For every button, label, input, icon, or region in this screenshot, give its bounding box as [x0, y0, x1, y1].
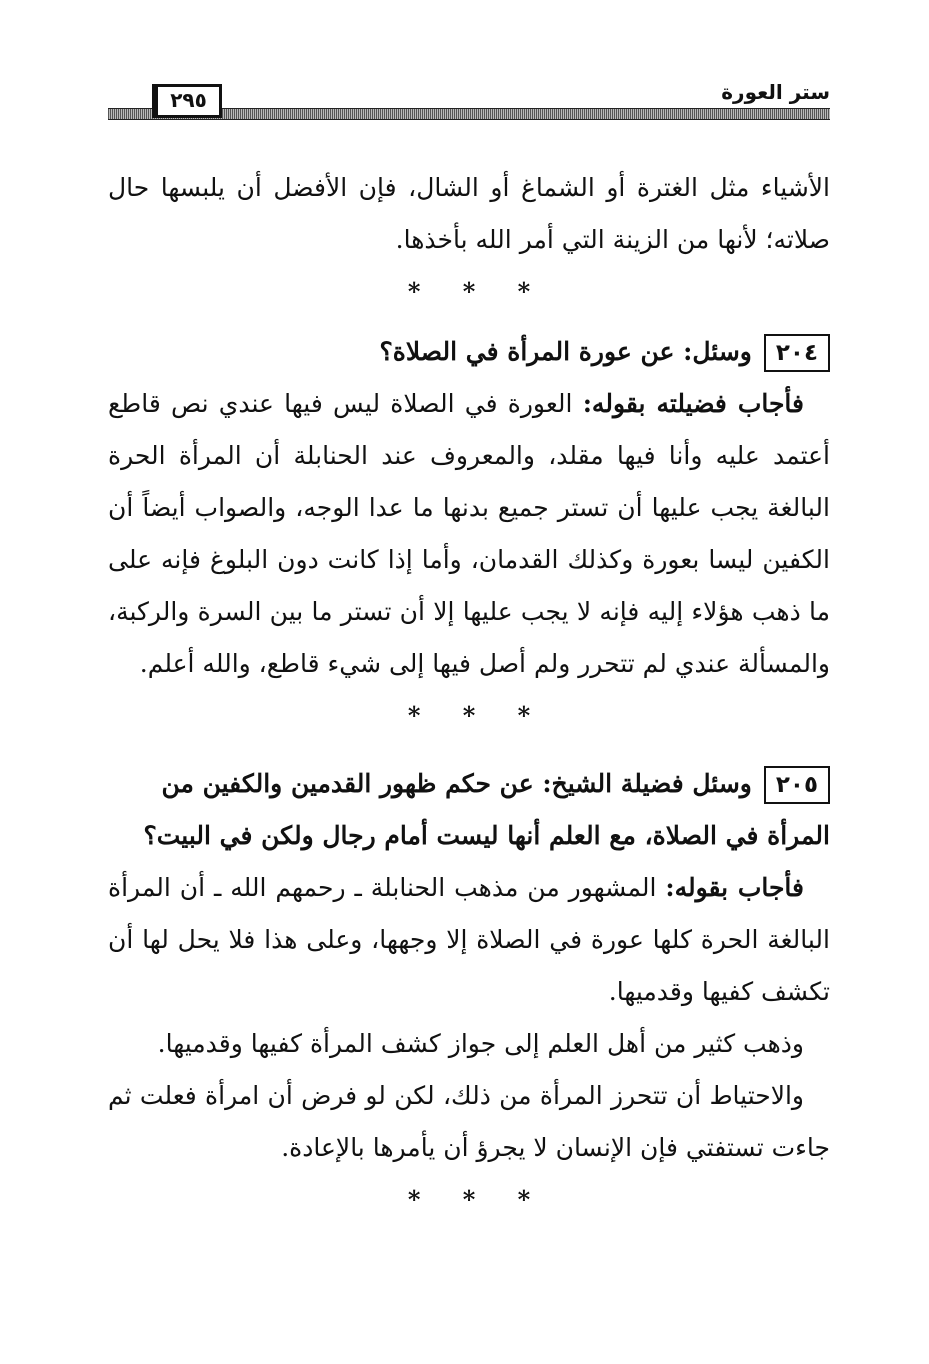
chapter-title: ستر العورة — [721, 80, 830, 104]
intro-paragraph: الأشياء مثل الغترة أو الشماغ أو الشال، فإن الأفضل أن يلبسها حال صلاته؛ لأنها من الزينة التي أمر الله بأخذها. — [108, 173, 830, 254]
question-204 — [108, 326, 830, 378]
answer-204-lead: فأجاب فضيلته بقوله: — [582, 389, 804, 418]
answer-205-text: المشهور من مذهب الحنابلة ـ رحمهم الله ـ أن المرأة البالغة الحرة كلها عورة في الصلاة إلا وجهها، وعلى هذا فلا يحل لها أن تكشف كفيها وقدميها. — [108, 873, 830, 1006]
answer-205-lead: فأجاب بقوله: — [665, 873, 804, 902]
question-number-204: ٢٠٤ — [764, 334, 830, 372]
question-204-text: وسئل: عن عورة المرأة في الصلاة؟ — [379, 337, 752, 366]
section-separator: * * * — [407, 1185, 531, 1214]
section-separator: * * * — [407, 701, 531, 730]
page-header — [108, 70, 830, 124]
question-205-text: وسئل فضيلة الشيخ: عن حكم ظهور القدمين والكفين من المرأة في الصلاة، مع العلم أنها ليست أمام رجال ولكن في البيت؟ — [143, 769, 830, 850]
answer-205-paragraph-2: وذهب كثير من أهل العلم إلى جواز كشف المرأة كفيها وقدميها. — [157, 1029, 804, 1058]
answer-205-paragraph-3: والاحتياط أن تتحرز المرأة من ذلك، لكن لو فرض أن امرأة فعلت ثم جاءت تستفتي فإن الإنسان لا يجرؤ أن يأمرها بالإعادة. — [108, 1081, 830, 1162]
book-page — [108, 70, 830, 1226]
answer-205 — [108, 862, 830, 1018]
page-number: ٢٩٥ — [152, 84, 222, 118]
question-205 — [108, 758, 830, 862]
question-number-205: ٢٠٥ — [764, 766, 830, 804]
section-separator: * * * — [407, 277, 531, 306]
answer-204-text: العورة في الصلاة ليس فيها عندي نص قاطع أعتمد عليه وأنا فيها مقلد، والمعروف عند الحنابلة أن المرأة الحرة البالغة يجب عليها أن تستر جميع بدنها ما عدا الوجه، والصواب أيضاً أن الكفين ليسا بعورة وكذلك القدمان، وأما إذا كانت دون البلوغ فإنه على ما ذهب هؤلاء إليه فإنه لا يجب عليها إلا أن تستر ما بين السرة والركبة، والمسألة عندي لم تتحرر ولم أصل فيها إلى شيء قاطع، والله أعلم. — [108, 389, 830, 678]
answer-204 — [108, 378, 830, 690]
